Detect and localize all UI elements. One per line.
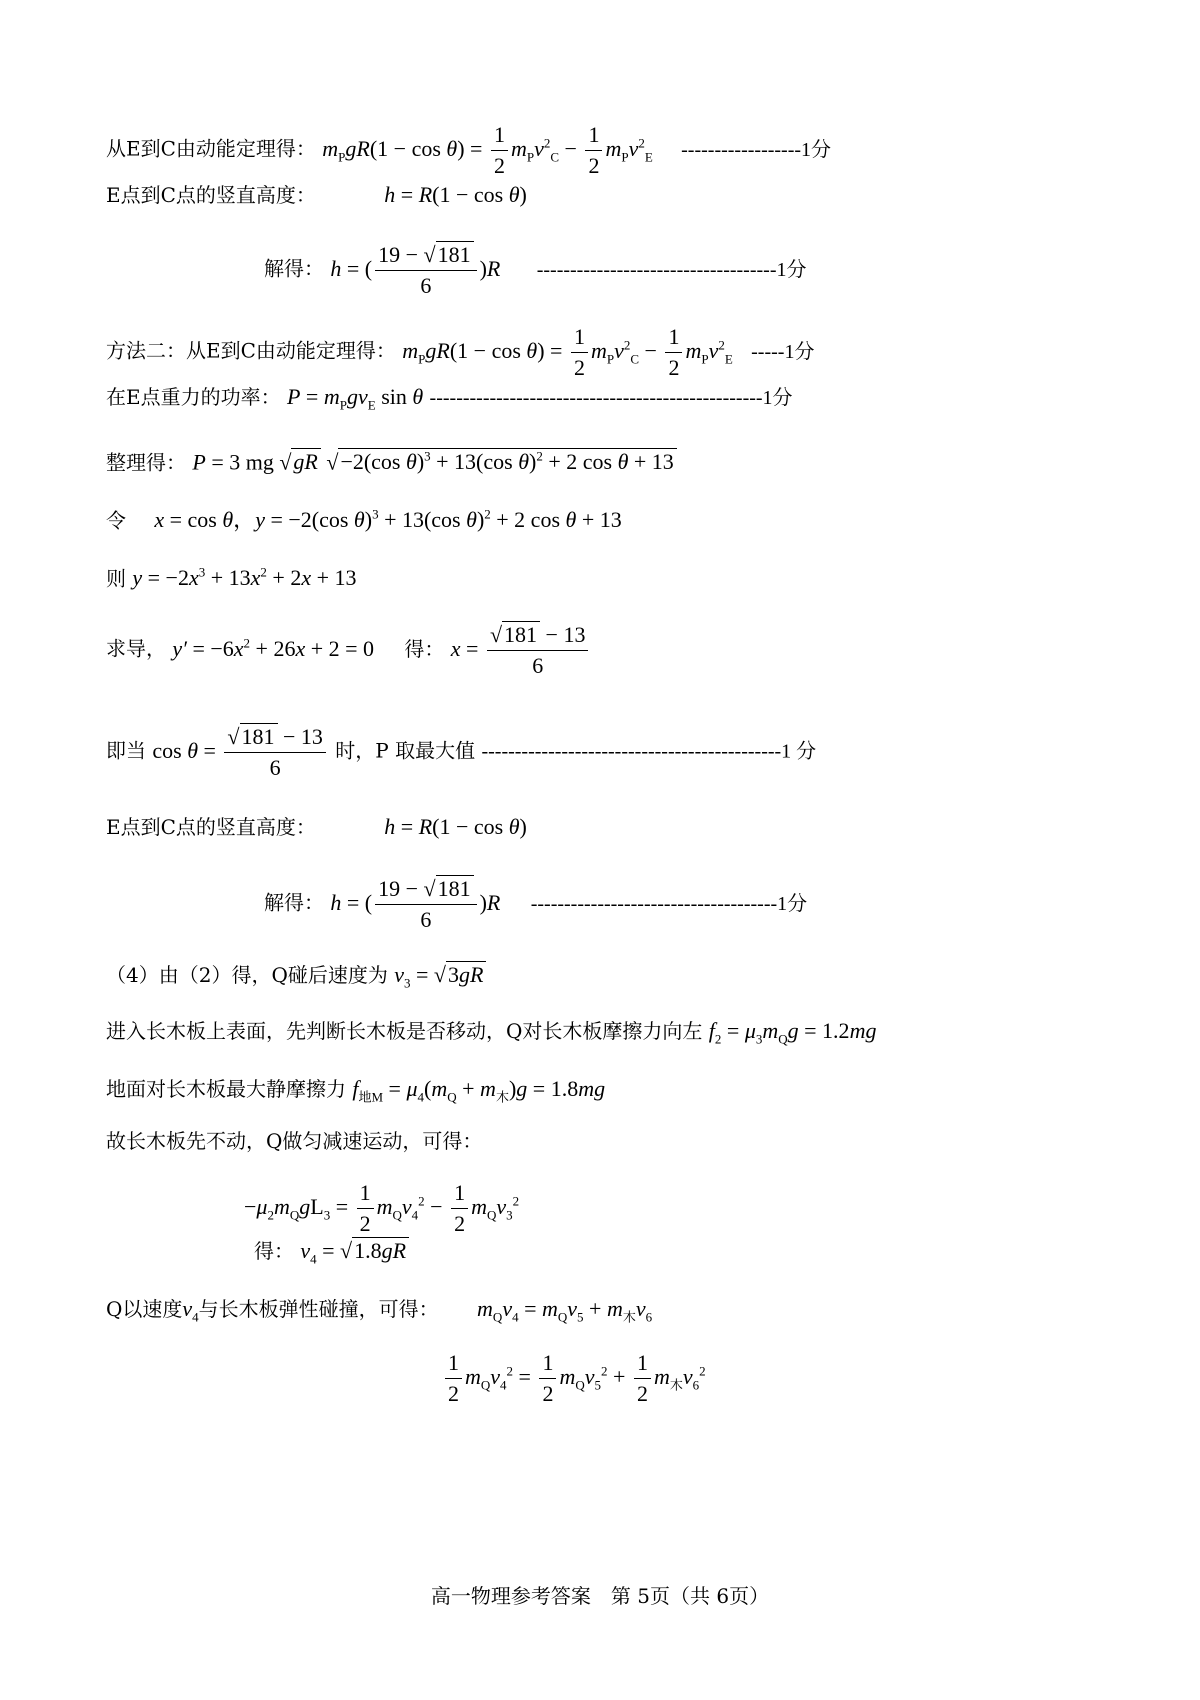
formula: $f_{地M} = \mu_4(m_Q + m_木)g = 1.8mg$ <box>352 1076 606 1105</box>
formula: $\frac{1}{2}$ $m_Qv_4^2$ = $\frac{1}{2}$ $m_Qv_5^2$ + $\frac{1}{2}$ $m_木v_6^2$ <box>442 1364 706 1389</box>
text: 得： <box>404 636 445 661</box>
line-20 <box>442 1348 706 1409</box>
score: ---------------------------------------------1 分 <box>481 740 817 763</box>
text: 令 <box>106 508 126 533</box>
formula: h = ( $\frac{19 - √181}{6}$ )R <box>330 876 501 932</box>
formula: $y = -2x^3 + 13x^2 + 2x + 13$ <box>132 565 357 591</box>
formula: h = R(1 − cos θ) <box>384 182 527 207</box>
text: （4）由（2）得，Q碰后速度为 <box>106 963 388 987</box>
text: 解得： <box>264 890 324 915</box>
formula: $f_2 = \mu_3m_Qg = 1.2mg$ <box>708 1018 877 1047</box>
formula: $v_3 = √3gR$ <box>394 962 486 987</box>
formula: x = $\frac{√181 - 13}{6}$ <box>451 636 592 661</box>
text: 与长木板弹性碰撞，可得： <box>198 1297 439 1321</box>
line-12 <box>264 874 807 935</box>
text: 从E到C由动能定理得： <box>106 136 316 161</box>
line-6 <box>106 444 677 475</box>
formula: $v_4 = √1.8gR$ <box>300 1238 409 1263</box>
formula: P = 3 mg √gR √−2(cos θ)$^3$ + 13(cos θ)$^2$ + 2 cos θ + 13 <box>192 448 676 474</box>
text: E点到C点的竖直高度： <box>106 183 316 207</box>
text: 即当 <box>106 738 146 763</box>
line-19 <box>106 1296 652 1330</box>
line-8 <box>106 560 357 591</box>
score: ------------------------------------1分 <box>536 258 807 281</box>
text: 地面对长木板最大静摩擦力 <box>106 1077 346 1101</box>
line-15 <box>106 1076 605 1110</box>
text: 则 <box>106 566 126 591</box>
line-18 <box>254 1238 409 1272</box>
formula: $P = m_Pgv_E$ sin θ <box>286 384 424 413</box>
line-4 <box>106 322 814 383</box>
formula: h = ( $\frac{19 - √181}{6}$ )R <box>330 242 501 298</box>
text: 时，P 取最大值 <box>335 738 476 763</box>
text: 求导， <box>106 636 166 661</box>
line-14 <box>106 1018 876 1052</box>
text: 进入长木板上表面，先判断长木板是否移动，Q对长木板摩擦力向左 <box>106 1019 703 1043</box>
formula: x = cos θ，y = −2(cos θ)$^3$ + 13(cos θ)$^2$ + 2 cos θ + 13 <box>154 507 622 533</box>
line-2 <box>106 182 527 208</box>
score: -----1分 <box>751 340 815 363</box>
formula: $v_4$ <box>182 1296 199 1325</box>
line-5 <box>106 384 793 418</box>
line-11 <box>106 814 527 840</box>
line-17 <box>244 1178 519 1239</box>
formula: h = R(1 − cos θ) <box>384 814 527 839</box>
line-3 <box>264 240 806 301</box>
formula: $m_PgR(1 - \cos \theta)$ = $\frac{1}{2}$ $m_Pv^2_C$ − $\frac{1}{2}$ $m_Pv^2_E$ <box>322 122 653 178</box>
line-16 <box>106 1128 482 1154</box>
line-13 <box>106 962 486 996</box>
score: --------------------------------------------------1分 <box>429 387 793 409</box>
text: 解得： <box>264 256 324 281</box>
formula: cos θ = $\frac{√181 - 13}{6}$ <box>152 738 329 763</box>
score: ------------------1分 <box>681 138 832 161</box>
text: 故长木板先不动，Q做匀减速运动，可得： <box>106 1129 483 1153</box>
formula: $m_Qv_4 = m_Qv_5 + m_木v_6$ <box>477 1296 653 1325</box>
line-1 <box>106 120 831 181</box>
text: 整理得： <box>106 450 186 475</box>
formula: $-\mu_2m_QgL_3$ = $\frac{1}{2}$ $m_Qv_4^2$ − $\frac{1}{2}$ $m_Qv_3^2$ <box>244 1180 520 1236</box>
formula: $y' = -6x^2 + 26x + 2 = 0$ <box>172 635 375 661</box>
page-footer: 高一物理参考答案 第 5页（共 6页） <box>430 1584 770 1608</box>
line-7 <box>106 502 622 533</box>
formula: $m_PgR(1 - \cos \theta)$ = $\frac{1}{2}$ $m_Pv^2_C$ − $\frac{1}{2}$ $m_Pv^2_E$ <box>402 324 733 380</box>
line-9 <box>106 620 591 681</box>
text: 得： <box>254 1239 294 1263</box>
text: 在E点重力的功率： <box>106 385 281 409</box>
text: 方法二：从E到C由动能定理得： <box>106 338 396 363</box>
line-10 <box>106 722 816 783</box>
score: -------------------------------------1分 <box>530 892 808 915</box>
text: E点到C点的竖直高度： <box>106 815 316 839</box>
text: Q以速度 <box>106 1297 183 1321</box>
